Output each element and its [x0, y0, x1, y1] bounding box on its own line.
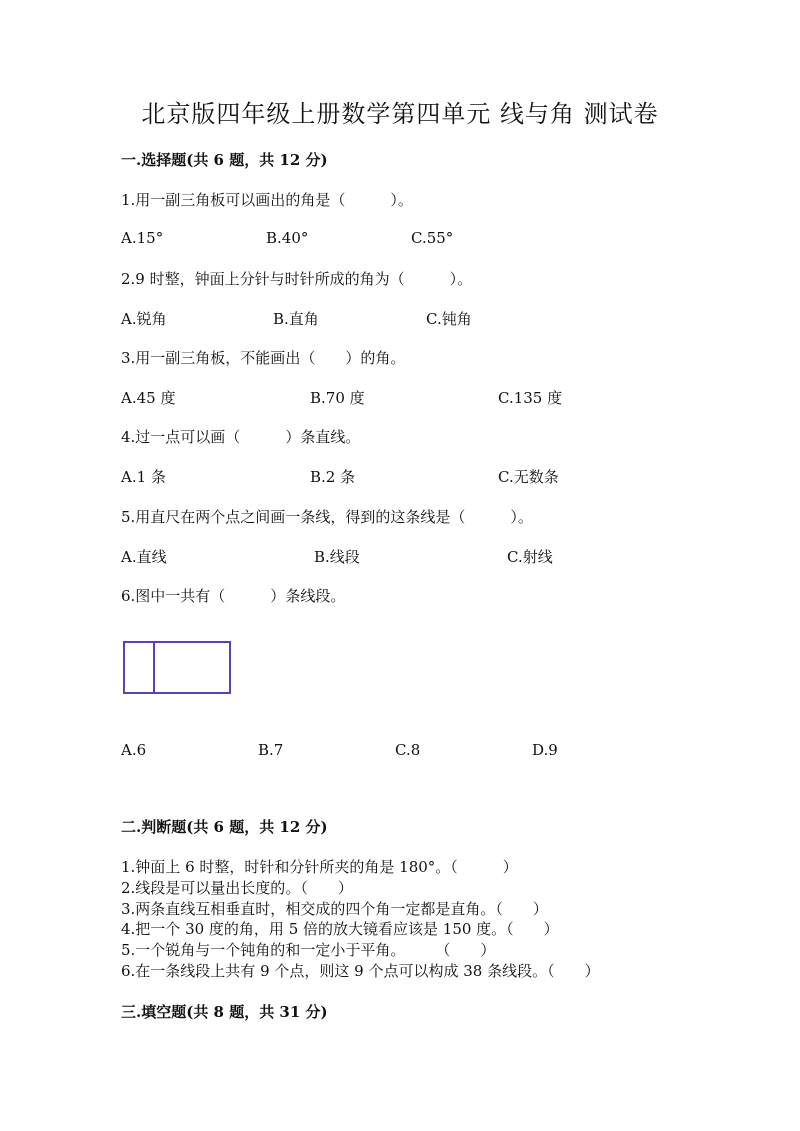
option-3b: B.70 度	[310, 389, 365, 407]
option-1b: B.40°	[266, 229, 309, 247]
option-2c: C.钝角	[426, 310, 472, 328]
question-choice-6: 6.图中一共有（ ）条线段。	[121, 587, 346, 605]
question-choice-4: 4.过一点可以画（ ）条直线。	[121, 428, 361, 446]
figure-outer-rect	[124, 642, 230, 693]
option-5b: B.线段	[314, 548, 360, 566]
section-heading-fill: 三.填空题(共 8 题，共 31 分)	[121, 1003, 328, 1021]
option-6b: B.7	[258, 741, 284, 759]
option-6d: D.9	[532, 741, 558, 759]
page-title: 北京版四年级上册数学第四单元 线与角 测试卷	[141, 100, 659, 128]
option-6c: C.8	[395, 741, 421, 759]
option-4b: B.2 条	[310, 468, 356, 486]
option-4a: A.1 条	[121, 468, 166, 486]
question-choice-5: 5.用直尺在两个点之间画一条线，得到的这条线是（ ）。	[121, 508, 533, 526]
option-2b: B.直角	[273, 310, 319, 328]
judge-item-3: 3.两条直线互相垂直时，相交成的四个角一定都是直角。（ ）	[121, 900, 548, 918]
option-6a: A.6	[121, 741, 147, 759]
question-choice-3: 3.用一副三角板，不能画出（ ）的角。	[121, 349, 406, 367]
judge-item-2: 2.线段是可以量出长度的。（ ）	[121, 879, 353, 897]
question-choice-1: 1.用一副三角板可以画出的角是（ ）。	[121, 191, 413, 209]
judge-item-5: 5.一个锐角与一个钝角的和一定小于平角。 （ ）	[121, 941, 496, 959]
option-3a: A.45 度	[121, 389, 176, 407]
segment-figure	[123, 641, 231, 694]
question-choice-2: 2.9 时整，钟面上分针与时针所成的角为（ ）。	[121, 270, 473, 288]
judge-item-6: 6.在一条线段上共有 9 个点，则这 9 个点可以构成 38 条线段。（ ）	[121, 962, 600, 980]
option-5c: C.射线	[507, 548, 553, 566]
option-1a: A.15°	[121, 229, 164, 247]
option-3c: C.135 度	[498, 389, 563, 407]
option-1c: C.55°	[411, 229, 454, 247]
section-heading-judge: 二.判断题(共 6 题，共 12 分)	[121, 818, 328, 836]
judge-item-4: 4.把一个 30 度的角，用 5 倍的放大镜看应该是 150 度。（ ）	[121, 920, 559, 938]
judge-item-1: 1.钟面上 6 时整，时针和分针所夹的角是 180°。（ ）	[121, 858, 518, 876]
option-2a: A.锐角	[121, 310, 167, 328]
option-5a: A.直线	[121, 548, 167, 566]
section-heading-choice: 一.选择题(共 6 题，共 12 分)	[121, 151, 328, 169]
option-4c: C.无数条	[498, 468, 559, 486]
